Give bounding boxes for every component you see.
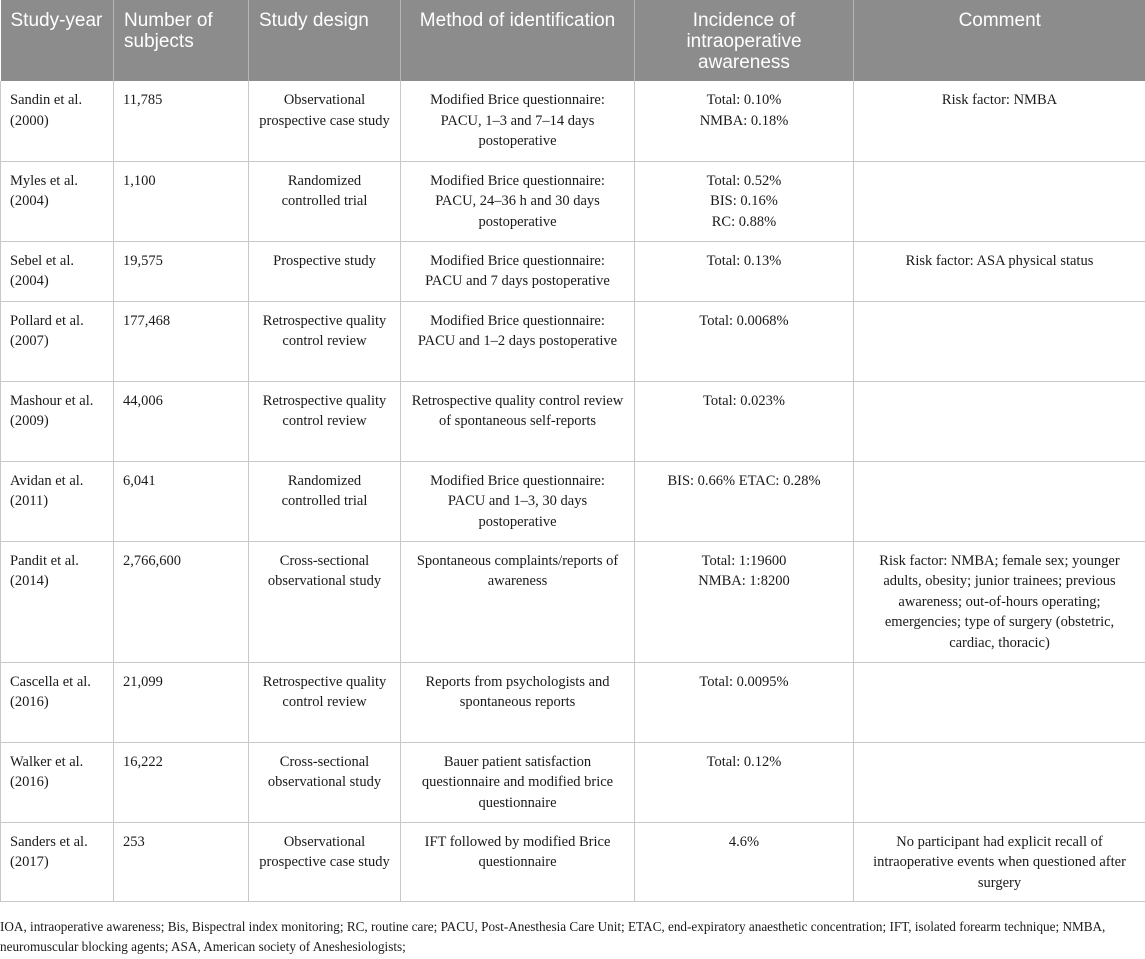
design-cell: Retrospective quality control review — [249, 381, 401, 461]
incidence-cell — [635, 161, 854, 241]
subjects-cell: 253 — [114, 822, 249, 901]
subjects-cell: 11,785 — [114, 81, 249, 161]
header-incidence: Incidence of intraoperative awareness — [635, 0, 854, 81]
design-cell: Cross-sectional observational study — [249, 742, 401, 822]
study-cell: Sebel et al. (2004) — [1, 241, 114, 301]
comment-cell: No participant had explicit recall of intraoperative events when questioned after surgery — [854, 822, 1145, 901]
design-cell: Observational prospective case study — [249, 81, 401, 161]
study-cell: Mashour et al. (2009) — [1, 381, 114, 461]
header-number-of-subjects: Number of subjects — [114, 0, 249, 81]
incidence-value: RC: 0.88% — [711, 213, 777, 230]
subjects-cell: 21,099 — [114, 662, 249, 742]
table-header — [1, 0, 1145, 81]
table-footnote: IOA, intraoperative awareness; Bis, Bispectral index monitoring; RC, routine care; PACU, Post-Anesthesia Care Unit; ETAC, end-expiratory anaesthetic concentration; IFT, isolated forearm technique; NMBA, neuromuscular blocking agents; ASA, American society of Aneshesiologists; — [0, 919, 1106, 954]
incidence-value: Total: 1:19600 — [701, 552, 787, 569]
subjects-cell: 6,041 — [114, 461, 249, 541]
study-cell: Pandit et al. (2014) — [1, 541, 114, 662]
comment-cell — [854, 301, 1145, 381]
header-row — [1, 0, 1145, 81]
design-cell: Randomized controlled trial — [249, 161, 401, 241]
design-cell: Retrospective quality control review — [249, 662, 401, 742]
table-row — [1, 461, 1145, 541]
incidence-value: Total: 0.52% — [706, 172, 782, 189]
subjects-cell: 2,766,600 — [114, 541, 249, 662]
table-row — [1, 541, 1145, 662]
method-cell: Reports from psychologists and spontaneous reports — [401, 662, 635, 742]
incidence-value: Total: 0.023% — [703, 392, 785, 409]
incidence-value: Total: 0.0095% — [699, 673, 789, 690]
incidence-cell — [635, 822, 854, 901]
incidence-cell — [635, 301, 854, 381]
study-cell: Walker et al. (2016) — [1, 742, 114, 822]
header-study-year: Study-year — [1, 0, 114, 81]
comment-cell — [854, 662, 1145, 742]
comment-cell: Risk factor: NMBA — [854, 81, 1145, 161]
table-body — [1, 81, 1145, 901]
design-cell: Retrospective quality control review — [249, 301, 401, 381]
incidence-cell — [635, 541, 854, 662]
header-method: Method of identification — [401, 0, 635, 81]
subjects-cell: 1,100 — [114, 161, 249, 241]
incidence-value: Total: 0.12% — [706, 753, 782, 770]
study-cell: Sanders et al. (2017) — [1, 822, 114, 901]
incidence-value: NMBA: 1:8200 — [698, 573, 790, 589]
design-cell: Randomized controlled trial — [249, 461, 401, 541]
method-cell: Retrospective quality control review of spontaneous self-reports — [401, 381, 635, 461]
method-cell: Modified Brice questionnaire: PACU and 1–2 days postoperative — [401, 301, 635, 381]
incidence-value: Total: 0.13% — [706, 252, 782, 269]
incidence-cell — [635, 662, 854, 742]
method-cell: Spontaneous complaints/reports of awareness — [401, 541, 635, 662]
subjects-cell: 19,575 — [114, 241, 249, 301]
method-cell: IFT followed by modified Brice questionnaire — [401, 822, 635, 901]
table-row — [1, 742, 1145, 822]
study-cell: Sandin et al. (2000) — [1, 81, 114, 161]
subjects-cell: 44,006 — [114, 381, 249, 461]
method-cell: Bauer patient satisfaction questionnaire and modified brice questionnaire — [401, 742, 635, 822]
header-comment: Comment — [854, 0, 1145, 81]
comment-cell — [854, 161, 1145, 241]
incidence-cell — [635, 742, 854, 822]
incidence-cell — [635, 241, 854, 301]
table-row — [1, 822, 1145, 901]
method-cell: Modified Brice questionnaire: PACU, 1–3 and 7–14 days postoperative — [401, 81, 635, 161]
comment-cell — [854, 742, 1145, 822]
subjects-cell: 177,468 — [114, 301, 249, 381]
incidence-cell — [635, 81, 854, 161]
table-row — [1, 81, 1145, 161]
method-cell: Modified Brice questionnaire: PACU, 24–36 h and 30 days postoperative — [401, 161, 635, 241]
table-row — [1, 662, 1145, 742]
study-cell: Avidan et al. (2011) — [1, 461, 114, 541]
study-cell: Cascella et al. (2016) — [1, 662, 114, 742]
incidence-value: Total: 0.0068% — [699, 312, 789, 329]
header-study-design: Study design — [249, 0, 401, 81]
comment-cell: Risk factor: NMBA; female sex; younger adults, obesity; junior trainees; previous awareness; out-of-hours operating; emergencies; type of surgery (obstetric, cardiac, thoracic) — [854, 541, 1145, 662]
comment-cell — [854, 381, 1145, 461]
table-row — [1, 301, 1145, 381]
study-cell: Pollard et al. (2007) — [1, 301, 114, 381]
method-cell: Modified Brice questionnaire: PACU and 7 days postoperative — [401, 241, 635, 301]
table-row — [1, 241, 1145, 301]
comment-cell: Risk factor: ASA physical status — [854, 241, 1145, 301]
table-row — [1, 161, 1145, 241]
incidence-cell — [635, 461, 854, 541]
method-cell: Modified Brice questionnaire: PACU and 1–3, 30 days postoperative — [401, 461, 635, 541]
incidence-value: Total: 0.10% — [706, 92, 782, 108]
incidence-value: BIS: 0.16% — [710, 193, 778, 209]
incidence-value: 4.6% — [728, 833, 760, 850]
subjects-cell: 16,222 — [114, 742, 249, 822]
incidence-value: BIS: 0.66% ETAC: 0.28% — [667, 472, 821, 489]
design-cell: Cross-sectional observational study — [249, 541, 401, 662]
incidence-value: NMBA: 0.18% — [699, 112, 789, 129]
comment-cell — [854, 461, 1145, 541]
design-cell: Observational prospective case study — [249, 822, 401, 901]
study-cell: Myles et al. (2004) — [1, 161, 114, 241]
design-cell: Prospective study — [249, 241, 401, 301]
incidence-cell — [635, 381, 854, 461]
table-row — [1, 381, 1145, 461]
